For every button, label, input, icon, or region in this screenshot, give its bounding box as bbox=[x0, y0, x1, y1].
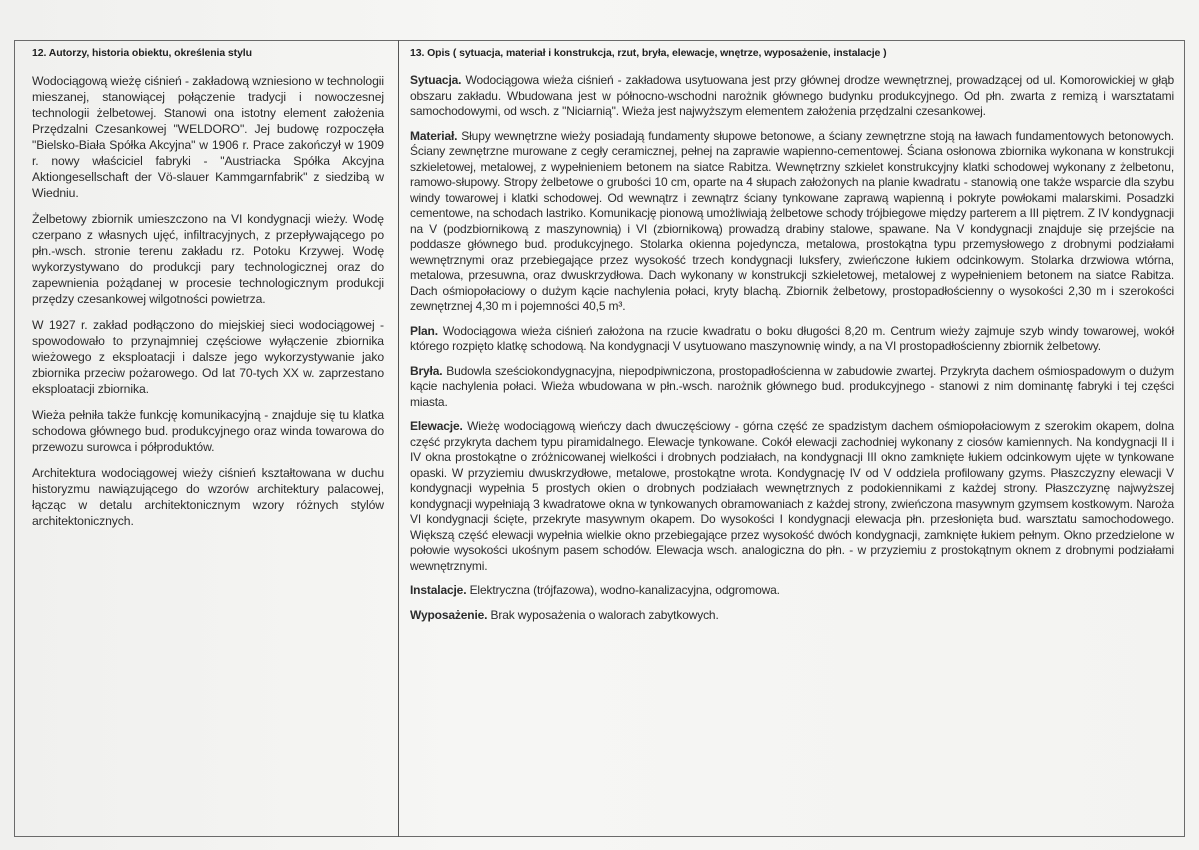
plan-label: Plan. bbox=[410, 323, 438, 338]
description-form bbox=[410, 364, 1174, 411]
description-situation bbox=[410, 73, 1174, 120]
history-paragraph-3: W 1927 r. zakład podłączono do miejskiej sieci wodociągowej - spowodowało to przynajmniej częściowe wyłączenie zbiornika wieżowego z eksploatacji i dalsze jego wykorzystywanie jako zbiornika przeciw pożarowego. Od lat 70-tych XX w. zaprzestano eksploatacji zbiornika. bbox=[32, 318, 384, 396]
situation-text: Wodociągowa wieża ciśnień - zakładowa usytuowana jest przy głównej drodze wewnętrznej, prowadzącej od ul. Komorowickiej w głąb obszaru zakładu. Wbudowana jest w północno-wschodni narożnik głównego budynku produkcyjnego. Od płn. zwarta z remizą i warsztatami samochodowymi, od wsch. z "Niciarnią". Wieża jest najwyższym elementem założenia przędzalni czesankowej. bbox=[410, 73, 1174, 118]
history-paragraph-5: Architektura wodociągowej wieży ciśnień kształtowana w duchu historyzmu nawiązującego do wzorów architektury palacowej, łącząc w detalu architektonicznym wzory różnych stylów architektonicznych. bbox=[32, 466, 384, 528]
description-installations bbox=[410, 583, 1174, 599]
frame-right-rule bbox=[1184, 40, 1185, 837]
equipment-label: Wyposażenie. bbox=[410, 607, 488, 622]
description-elevations bbox=[410, 419, 1174, 574]
right-column bbox=[410, 47, 1174, 632]
frame-top-rule bbox=[14, 40, 1185, 41]
elevations-label: Elewacje. bbox=[410, 419, 463, 433]
section-13-heading: 13. Opis ( sytuacja, materiał i konstrukcja, rzut, bryła, elewacje, wnętrze, wyposażenie, instalacje ) bbox=[410, 47, 887, 59]
equipment-text: Brak wyposażenia o walorach zabytkowych. bbox=[487, 607, 719, 622]
history-paragraph-2: Żelbetowy zbiornik umieszczono na VI kondygnacji wieży. Wodę czerpano z własnych ujęć, infiltracyjnych, z przepływającego po płn.-wsch. stronie terenu zakładu rz. Potoku Krzywej. Wodę wykorzystywano do produkcji pary technologicznej oraz do zapewnienia pożądanej w procesie technologicznym produkcji przędzy czesankowej wilgotności powietrza. bbox=[32, 212, 384, 306]
left-column bbox=[32, 47, 384, 539]
section-12-heading: 12. Autorzy, historia obiektu, określenia stylu bbox=[32, 47, 252, 59]
frame-bottom-rule bbox=[14, 836, 1185, 837]
form-label: Bryła. bbox=[410, 363, 443, 378]
installations-text: Elektryczna (trójfazowa), wodno-kanalizacyjna, odgromowa. bbox=[466, 583, 780, 597]
history-paragraph-1: Wodociągową wieżę ciśnień - zakładową wzniesiono w technologii mieszanej, stanowiącej połączenie tradycji i nowoczesnej technologii żelbetowej. Stanowi ona istotny element założenia Przędzalni Czesankowej "WELDORO". Jej budowę rozpoczęła "Bielsko-Biała Spółka Akcyjna" w 1906 r. Prace zakończył w 1909 r. nowy właściciel fabryki - "Austriacka Spółka Akcyjna Aktiongesellschaft der Vö-slauer Kammgarnfabrik" z siedzibą w Wiedniu. bbox=[32, 74, 384, 200]
frame-left-rule bbox=[14, 40, 15, 837]
material-label: Materiał. bbox=[410, 128, 458, 143]
description-equipment bbox=[410, 608, 1174, 624]
history-paragraph-4: Wieża pełniła także funkcję komunikacyjną - znajduje się tu klatka schodowa głównego bud. produkcyjnego oraz winda towarowa do przewozu surowca i półproduktów. bbox=[32, 408, 384, 454]
description-material bbox=[410, 129, 1174, 315]
elevations-text: Wieżę wodociągową wieńczy dach dwuczęściowy - górna część ze spadzistym dachem ośmiopołaciowym z szerokim okapem, dolna część przykryta dachem typu piramidalnego. Elewacje tynkowane. Cokół elewacji zachodniej wykonany z ciosów kamiennych. Na kondygnacji II i IV okna prostokątne o zróżnicowanej wielkości i drobnych podziałach, na kondygnacji III okno zamknięte łukiem odcinkowym ujęte w tynkowane opaski. W przyziemiu dwuskrzydłowe, metalowe, prostokątne wrota. Kondygnację IV od V oddziela profilowany gzyms. Płaszczyzny elewacji V kondygnacji wypełnia 5 prostych okien o drobnych podziałach wewnętrznych z podokiennikami z każdej strony. Płaszczyznę najwyższej kondygnacji wypełniają 3 kwadratowe okna w tynkowanych obramowaniach z każdej strony, zwieńczona masywnym gzymsem kostkowym. Naroża VI kondygnacji ścięte, przekryte masywnym okapem. Do wysokości I kondygnacji elewacja płn. przesłonięta bud. warsztatu samochodowego. Większą część elewacji wypełnia wielkie okno przebiegające przez wysokość dwóch kondygnacji, zamknięte łukiem pełnym. Okno przedzielone w połowie wysokości ukośnym pasem schodów. Elewacja wsch. analogiczna do płn. - w przyziemiu z prostokątnym oknem z drobnymi podziałami wewnętrznymi. bbox=[410, 419, 1174, 573]
plan-text: Wodociągowa wieża ciśnień założona na rzucie kwadratu o boku długości 8,20 m. Centrum wieży zajmuje szyb windy towarowej, wokół którego rozpięto klatkę schodową. Na kondygnacji V usytuowano maszynownię windy, a na VI prostopadłościenny zbiornik żelbetowy. bbox=[410, 323, 1174, 353]
column-divider bbox=[398, 40, 399, 837]
description-plan bbox=[410, 324, 1174, 355]
situation-label: Sytuacja. bbox=[410, 73, 462, 87]
form-text: Budowla sześciokondygnacyjna, niepodpiwniczona, prostopadłościenna w zabudowie zwartej. Przykryta dachem ośmiospadowym o dużym kącie nachylenia połaci. Wieża wbudowana w płn.-wsch. narożnik głównego bud. produkcyjnego - stanowi z nim dominantę fabryki i tej części miasta. bbox=[410, 363, 1174, 409]
installations-label: Instalacje. bbox=[410, 583, 467, 597]
material-text: Słupy wewnętrzne wieży posiadają fundamenty słupowe betonowe, a ściany zewnętrzne stoją na ławach fundamentowych betonowych. Ściany zewnętrzne murowane z cegły ceramicznej, pełnej na zaprawie wapienno-cementowej. Ściana osłonowa zbiornika wykonana w konstrukcji szkieletowej, metalowej, z wypełnieniem betonem na siatce Rabitza. Wewnętrzny szkielet konstrukcyjny klatki schodowej wykonany z żelbetonu, ramowo-słupowy. Stropy żelbetowe o grubości 10 cm, oparte na 4 słupach założonych na planie kwadratu - stanowią one także wsparcie dla szybu windy towarowej i klatki schodowej. Od wewnątrz i zewnątrz ściany tynkowane zaprawą wapienną i pokryte powłokami malarskimi. Posadzki cementowe, na schodach lastriko. Komunikację pionową umożliwiają żelbetowe schody trójbiegowe między parterem a III piętrem. Z IV kondygnacji na V (podzbiornikową z maszynownią) i VI (zbiornikową) prowadzą drabiny stalowe, spawane. Na V kondygnacji znajduje się przejście na poddasze głównego bud. produkcyjnego. Stolarka okienna pojedyncza, metalowa, prostokątna typu przemysłowego z drobnymi podziałami wewnętrznymi oraz przebiegające przez wysokość trzech kondygnacji luksfery, zwieńczone łukiem odcinkowym. Stolarka drzwiowa wtórna, metalowa, przesuwna, oraz dwuskrzydłowa. Dach wykonany w konstrukcji szkieletowej, metalowej z wypełnieniem betonem na siatce Rabitza. Dach ośmiopołaciowy o dużym kącie nachylenia połaci, kryty blachą. Zbiornik żelbetowy, prostopadłościenny o wysokości 2,30 m i szerokości zewnętrznej 4,30 m i pojemności 40,5 m³. bbox=[410, 128, 1174, 313]
